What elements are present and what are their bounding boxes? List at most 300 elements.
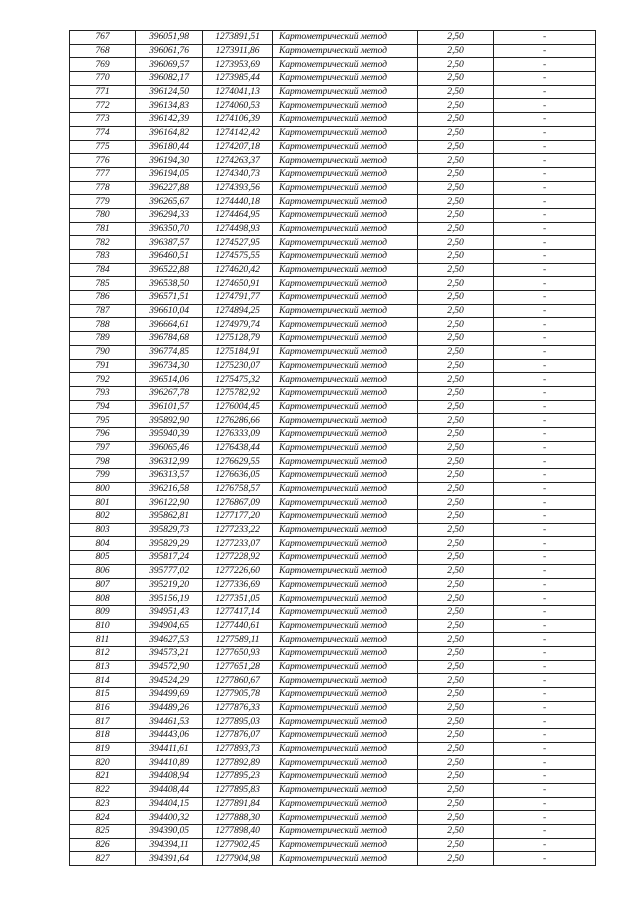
accuracy-cell: 2,50 xyxy=(418,72,494,86)
x-coordinate-cell: 396387,57 xyxy=(136,236,203,250)
accuracy-cell: 2,50 xyxy=(418,208,494,222)
note-cell: - xyxy=(494,537,596,551)
point-number-cell: 785 xyxy=(70,277,136,291)
point-number-cell: 797 xyxy=(70,441,136,455)
note-cell: - xyxy=(494,701,596,715)
method-cell: Картометрический метод xyxy=(273,523,418,537)
y-coordinate-cell: 1277417,14 xyxy=(203,605,273,619)
note-cell: - xyxy=(494,592,596,606)
accuracy-cell: 2,50 xyxy=(418,263,494,277)
y-coordinate-cell: 1276636,05 xyxy=(203,469,273,483)
accuracy-cell: 2,50 xyxy=(418,140,494,154)
table-row xyxy=(70,332,596,346)
point-number-cell: 775 xyxy=(70,140,136,154)
accuracy-cell: 2,50 xyxy=(418,770,494,784)
accuracy-cell: 2,50 xyxy=(418,441,494,455)
y-coordinate-cell: 1277902,45 xyxy=(203,838,273,852)
x-coordinate-cell: 396051,98 xyxy=(136,31,203,45)
method-cell: Картометрический метод xyxy=(273,496,418,510)
accuracy-cell: 2,50 xyxy=(418,414,494,428)
y-coordinate-cell: 1277177,20 xyxy=(203,510,273,524)
x-coordinate-cell: 394489,26 xyxy=(136,701,203,715)
note-cell: - xyxy=(494,126,596,140)
x-coordinate-cell: 394404,15 xyxy=(136,797,203,811)
table-row xyxy=(70,359,596,373)
accuracy-cell: 2,50 xyxy=(418,510,494,524)
accuracy-cell: 2,50 xyxy=(418,701,494,715)
table-row xyxy=(70,729,596,743)
y-coordinate-cell: 1273953,69 xyxy=(203,58,273,72)
point-number-cell: 808 xyxy=(70,592,136,606)
y-coordinate-cell: 1277228,92 xyxy=(203,551,273,565)
table-row xyxy=(70,427,596,441)
x-coordinate-cell: 396313,57 xyxy=(136,469,203,483)
point-number-cell: 798 xyxy=(70,455,136,469)
accuracy-cell: 2,50 xyxy=(418,154,494,168)
point-number-cell: 771 xyxy=(70,85,136,99)
point-number-cell: 784 xyxy=(70,263,136,277)
point-number-cell: 777 xyxy=(70,167,136,181)
x-coordinate-cell: 394400,32 xyxy=(136,811,203,825)
note-cell: - xyxy=(494,195,596,209)
accuracy-cell: 2,50 xyxy=(418,592,494,606)
table-row xyxy=(70,482,596,496)
note-cell: - xyxy=(494,167,596,181)
point-number-cell: 795 xyxy=(70,414,136,428)
accuracy-cell: 2,50 xyxy=(418,633,494,647)
note-cell: - xyxy=(494,58,596,72)
note-cell: - xyxy=(494,619,596,633)
table-row xyxy=(70,523,596,537)
table-row xyxy=(70,633,596,647)
x-coordinate-cell: 396664,61 xyxy=(136,318,203,332)
method-cell: Картометрический метод xyxy=(273,441,418,455)
accuracy-cell: 2,50 xyxy=(418,537,494,551)
table-row xyxy=(70,291,596,305)
accuracy-cell: 2,50 xyxy=(418,742,494,756)
table-row xyxy=(70,797,596,811)
accuracy-cell: 2,50 xyxy=(418,811,494,825)
method-cell: Картометрический метод xyxy=(273,304,418,318)
x-coordinate-cell: 394408,44 xyxy=(136,783,203,797)
note-cell: - xyxy=(494,400,596,414)
method-cell: Картометрический метод xyxy=(273,222,418,236)
accuracy-cell: 2,50 xyxy=(418,126,494,140)
method-cell: Картометрический метод xyxy=(273,469,418,483)
table-row xyxy=(70,838,596,852)
x-coordinate-cell: 396784,68 xyxy=(136,332,203,346)
point-number-cell: 809 xyxy=(70,605,136,619)
table-row xyxy=(70,578,596,592)
method-cell: Картометрический метод xyxy=(273,345,418,359)
x-coordinate-cell: 396294,33 xyxy=(136,208,203,222)
point-number-cell: 820 xyxy=(70,756,136,770)
y-coordinate-cell: 1277905,78 xyxy=(203,688,273,702)
method-cell: Картометрический метод xyxy=(273,729,418,743)
x-coordinate-cell: 396312,99 xyxy=(136,455,203,469)
note-cell: - xyxy=(494,386,596,400)
y-coordinate-cell: 1274464,95 xyxy=(203,208,273,222)
x-coordinate-cell: 396101,57 xyxy=(136,400,203,414)
x-coordinate-cell: 395892,90 xyxy=(136,414,203,428)
accuracy-cell: 2,50 xyxy=(418,646,494,660)
point-number-cell: 802 xyxy=(70,510,136,524)
method-cell: Картометрический метод xyxy=(273,140,418,154)
method-cell: Картометрический метод xyxy=(273,605,418,619)
point-number-cell: 807 xyxy=(70,578,136,592)
y-coordinate-cell: 1277226,60 xyxy=(203,564,273,578)
method-cell: Картометрический метод xyxy=(273,838,418,852)
table-row xyxy=(70,236,596,250)
y-coordinate-cell: 1277336,69 xyxy=(203,578,273,592)
point-number-cell: 776 xyxy=(70,154,136,168)
x-coordinate-cell: 395829,73 xyxy=(136,523,203,537)
note-cell: - xyxy=(494,729,596,743)
accuracy-cell: 2,50 xyxy=(418,332,494,346)
x-coordinate-cell: 395219,20 xyxy=(136,578,203,592)
table-row xyxy=(70,167,596,181)
accuracy-cell: 2,50 xyxy=(418,756,494,770)
x-coordinate-cell: 396522,88 xyxy=(136,263,203,277)
y-coordinate-cell: 1277233,22 xyxy=(203,523,273,537)
accuracy-cell: 2,50 xyxy=(418,688,494,702)
note-cell: - xyxy=(494,318,596,332)
accuracy-cell: 2,50 xyxy=(418,167,494,181)
point-number-cell: 815 xyxy=(70,688,136,702)
point-number-cell: 778 xyxy=(70,181,136,195)
accuracy-cell: 2,50 xyxy=(418,277,494,291)
table-row xyxy=(70,660,596,674)
x-coordinate-cell: 396267,78 xyxy=(136,386,203,400)
table-row xyxy=(70,318,596,332)
x-coordinate-cell: 396514,06 xyxy=(136,373,203,387)
x-coordinate-cell: 394904,65 xyxy=(136,619,203,633)
accuracy-cell: 2,50 xyxy=(418,386,494,400)
table-row xyxy=(70,222,596,236)
point-number-cell: 779 xyxy=(70,195,136,209)
x-coordinate-cell: 396082,17 xyxy=(136,72,203,86)
point-number-cell: 804 xyxy=(70,537,136,551)
y-coordinate-cell: 1274498,93 xyxy=(203,222,273,236)
point-number-cell: 772 xyxy=(70,99,136,113)
y-coordinate-cell: 1277891,84 xyxy=(203,797,273,811)
note-cell: - xyxy=(494,85,596,99)
accuracy-cell: 2,50 xyxy=(418,195,494,209)
note-cell: - xyxy=(494,277,596,291)
table-row xyxy=(70,510,596,524)
y-coordinate-cell: 1274263,37 xyxy=(203,154,273,168)
method-cell: Картометрический метод xyxy=(273,770,418,784)
method-cell: Картометрический метод xyxy=(273,510,418,524)
note-cell: - xyxy=(494,523,596,537)
table-row xyxy=(70,58,596,72)
note-cell: - xyxy=(494,140,596,154)
point-number-cell: 806 xyxy=(70,564,136,578)
accuracy-cell: 2,50 xyxy=(418,345,494,359)
y-coordinate-cell: 1274894,25 xyxy=(203,304,273,318)
note-cell: - xyxy=(494,250,596,264)
point-number-cell: 767 xyxy=(70,31,136,45)
accuracy-cell: 2,50 xyxy=(418,605,494,619)
y-coordinate-cell: 1277876,07 xyxy=(203,729,273,743)
accuracy-cell: 2,50 xyxy=(418,619,494,633)
note-cell: - xyxy=(494,373,596,387)
accuracy-cell: 2,50 xyxy=(418,304,494,318)
method-cell: Картометрический метод xyxy=(273,85,418,99)
note-cell: - xyxy=(494,564,596,578)
method-cell: Картометрический метод xyxy=(273,400,418,414)
accuracy-cell: 2,50 xyxy=(418,31,494,45)
method-cell: Картометрический метод xyxy=(273,592,418,606)
method-cell: Картометрический метод xyxy=(273,578,418,592)
accuracy-cell: 2,50 xyxy=(418,564,494,578)
table-row xyxy=(70,811,596,825)
y-coordinate-cell: 1276286,66 xyxy=(203,414,273,428)
y-coordinate-cell: 1274393,56 xyxy=(203,181,273,195)
x-coordinate-cell: 396124,50 xyxy=(136,85,203,99)
method-cell: Картометрический метод xyxy=(273,31,418,45)
accuracy-cell: 2,50 xyxy=(418,523,494,537)
note-cell: - xyxy=(494,263,596,277)
point-number-cell: 800 xyxy=(70,482,136,496)
point-number-cell: 816 xyxy=(70,701,136,715)
method-cell: Картометрический метод xyxy=(273,619,418,633)
x-coordinate-cell: 395940,39 xyxy=(136,427,203,441)
x-coordinate-cell: 394408,94 xyxy=(136,770,203,784)
point-number-cell: 823 xyxy=(70,797,136,811)
y-coordinate-cell: 1277893,73 xyxy=(203,742,273,756)
accuracy-cell: 2,50 xyxy=(418,838,494,852)
note-cell: - xyxy=(494,44,596,58)
note-cell: - xyxy=(494,551,596,565)
point-number-cell: 824 xyxy=(70,811,136,825)
table-row xyxy=(70,250,596,264)
point-number-cell: 821 xyxy=(70,770,136,784)
table-row xyxy=(70,783,596,797)
x-coordinate-cell: 396460,51 xyxy=(136,250,203,264)
point-number-cell: 790 xyxy=(70,345,136,359)
y-coordinate-cell: 1276758,57 xyxy=(203,482,273,496)
point-number-cell: 825 xyxy=(70,824,136,838)
y-coordinate-cell: 1277895,03 xyxy=(203,715,273,729)
note-cell: - xyxy=(494,756,596,770)
x-coordinate-cell: 396350,70 xyxy=(136,222,203,236)
method-cell: Картометрический метод xyxy=(273,318,418,332)
accuracy-cell: 2,50 xyxy=(418,44,494,58)
point-number-cell: 803 xyxy=(70,523,136,537)
accuracy-cell: 2,50 xyxy=(418,496,494,510)
note-cell: - xyxy=(494,811,596,825)
y-coordinate-cell: 1277876,33 xyxy=(203,701,273,715)
point-number-cell: 780 xyxy=(70,208,136,222)
table-row xyxy=(70,31,596,45)
method-cell: Картометрический метод xyxy=(273,263,418,277)
method-cell: Картометрический метод xyxy=(273,537,418,551)
y-coordinate-cell: 1277860,67 xyxy=(203,674,273,688)
table-row xyxy=(70,126,596,140)
x-coordinate-cell: 396164,82 xyxy=(136,126,203,140)
note-cell: - xyxy=(494,496,596,510)
point-number-cell: 773 xyxy=(70,113,136,127)
coordinates-table-body xyxy=(70,31,596,866)
x-coordinate-cell: 394391,64 xyxy=(136,852,203,866)
accuracy-cell: 2,50 xyxy=(418,400,494,414)
note-cell: - xyxy=(494,742,596,756)
coordinates-table xyxy=(69,30,596,866)
method-cell: Картометрический метод xyxy=(273,332,418,346)
table-row xyxy=(70,277,596,291)
y-coordinate-cell: 1276333,09 xyxy=(203,427,273,441)
method-cell: Картометрический метод xyxy=(273,236,418,250)
y-coordinate-cell: 1274060,53 xyxy=(203,99,273,113)
y-coordinate-cell: 1275128,79 xyxy=(203,332,273,346)
note-cell: - xyxy=(494,824,596,838)
note-cell: - xyxy=(494,304,596,318)
accuracy-cell: 2,50 xyxy=(418,469,494,483)
method-cell: Картометрический метод xyxy=(273,58,418,72)
x-coordinate-cell: 396134,83 xyxy=(136,99,203,113)
note-cell: - xyxy=(494,797,596,811)
method-cell: Картометрический метод xyxy=(273,72,418,86)
accuracy-cell: 2,50 xyxy=(418,373,494,387)
method-cell: Картометрический метод xyxy=(273,633,418,647)
method-cell: Картометрический метод xyxy=(273,250,418,264)
table-row xyxy=(70,592,596,606)
table-row xyxy=(70,304,596,318)
note-cell: - xyxy=(494,236,596,250)
note-cell: - xyxy=(494,222,596,236)
accuracy-cell: 2,50 xyxy=(418,85,494,99)
point-number-cell: 791 xyxy=(70,359,136,373)
x-coordinate-cell: 394410,89 xyxy=(136,756,203,770)
point-number-cell: 813 xyxy=(70,660,136,674)
point-number-cell: 812 xyxy=(70,646,136,660)
method-cell: Картометрический метод xyxy=(273,113,418,127)
method-cell: Картометрический метод xyxy=(273,208,418,222)
point-number-cell: 826 xyxy=(70,838,136,852)
accuracy-cell: 2,50 xyxy=(418,783,494,797)
x-coordinate-cell: 396180,44 xyxy=(136,140,203,154)
y-coordinate-cell: 1274650,91 xyxy=(203,277,273,291)
note-cell: - xyxy=(494,441,596,455)
table-row xyxy=(70,852,596,866)
x-coordinate-cell: 396216,58 xyxy=(136,482,203,496)
y-coordinate-cell: 1273891,51 xyxy=(203,31,273,45)
method-cell: Картометрический метод xyxy=(273,359,418,373)
note-cell: - xyxy=(494,332,596,346)
table-row xyxy=(70,99,596,113)
method-cell: Картометрический метод xyxy=(273,181,418,195)
accuracy-cell: 2,50 xyxy=(418,715,494,729)
method-cell: Картометрический метод xyxy=(273,373,418,387)
y-coordinate-cell: 1273985,44 xyxy=(203,72,273,86)
table-row xyxy=(70,701,596,715)
note-cell: - xyxy=(494,605,596,619)
y-coordinate-cell: 1274791,77 xyxy=(203,291,273,305)
x-coordinate-cell: 396571,51 xyxy=(136,291,203,305)
y-coordinate-cell: 1277898,40 xyxy=(203,824,273,838)
point-number-cell: 827 xyxy=(70,852,136,866)
point-number-cell: 793 xyxy=(70,386,136,400)
accuracy-cell: 2,50 xyxy=(418,824,494,838)
accuracy-cell: 2,50 xyxy=(418,236,494,250)
method-cell: Картометрический метод xyxy=(273,99,418,113)
method-cell: Картометрический метод xyxy=(273,674,418,688)
method-cell: Картометрический метод xyxy=(273,126,418,140)
table-row xyxy=(70,537,596,551)
point-number-cell: 799 xyxy=(70,469,136,483)
method-cell: Картометрический метод xyxy=(273,797,418,811)
table-row xyxy=(70,181,596,195)
method-cell: Картометрический метод xyxy=(273,852,418,866)
table-row xyxy=(70,195,596,209)
table-row xyxy=(70,688,596,702)
y-coordinate-cell: 1277589,11 xyxy=(203,633,273,647)
point-number-cell: 811 xyxy=(70,633,136,647)
x-coordinate-cell: 394411,61 xyxy=(136,742,203,756)
y-coordinate-cell: 1277892,89 xyxy=(203,756,273,770)
table-row xyxy=(70,140,596,154)
method-cell: Картометрический метод xyxy=(273,167,418,181)
note-cell: - xyxy=(494,852,596,866)
accuracy-cell: 2,50 xyxy=(418,482,494,496)
method-cell: Картометрический метод xyxy=(273,811,418,825)
y-coordinate-cell: 1274207,18 xyxy=(203,140,273,154)
x-coordinate-cell: 396774,85 xyxy=(136,345,203,359)
note-cell: - xyxy=(494,154,596,168)
x-coordinate-cell: 395817,24 xyxy=(136,551,203,565)
y-coordinate-cell: 1277888,30 xyxy=(203,811,273,825)
table-row xyxy=(70,373,596,387)
accuracy-cell: 2,50 xyxy=(418,181,494,195)
note-cell: - xyxy=(494,510,596,524)
method-cell: Картометрический метод xyxy=(273,277,418,291)
accuracy-cell: 2,50 xyxy=(418,674,494,688)
x-coordinate-cell: 395862,81 xyxy=(136,510,203,524)
y-coordinate-cell: 1276004,45 xyxy=(203,400,273,414)
accuracy-cell: 2,50 xyxy=(418,222,494,236)
note-cell: - xyxy=(494,181,596,195)
table-row xyxy=(70,619,596,633)
y-coordinate-cell: 1275230,07 xyxy=(203,359,273,373)
note-cell: - xyxy=(494,715,596,729)
method-cell: Картометрический метод xyxy=(273,386,418,400)
method-cell: Картометрический метод xyxy=(273,701,418,715)
method-cell: Картометрический метод xyxy=(273,688,418,702)
x-coordinate-cell: 394951,43 xyxy=(136,605,203,619)
y-coordinate-cell: 1277351,05 xyxy=(203,592,273,606)
point-number-cell: 810 xyxy=(70,619,136,633)
point-number-cell: 794 xyxy=(70,400,136,414)
note-cell: - xyxy=(494,838,596,852)
accuracy-cell: 2,50 xyxy=(418,427,494,441)
x-coordinate-cell: 396610,04 xyxy=(136,304,203,318)
note-cell: - xyxy=(494,359,596,373)
method-cell: Картометрический метод xyxy=(273,427,418,441)
table-row xyxy=(70,154,596,168)
accuracy-cell: 2,50 xyxy=(418,551,494,565)
note-cell: - xyxy=(494,455,596,469)
y-coordinate-cell: 1275782,92 xyxy=(203,386,273,400)
accuracy-cell: 2,50 xyxy=(418,291,494,305)
note-cell: - xyxy=(494,345,596,359)
table-row xyxy=(70,674,596,688)
table-row xyxy=(70,551,596,565)
point-number-cell: 782 xyxy=(70,236,136,250)
x-coordinate-cell: 396538,50 xyxy=(136,277,203,291)
y-coordinate-cell: 1277650,93 xyxy=(203,646,273,660)
y-coordinate-cell: 1277651,28 xyxy=(203,660,273,674)
